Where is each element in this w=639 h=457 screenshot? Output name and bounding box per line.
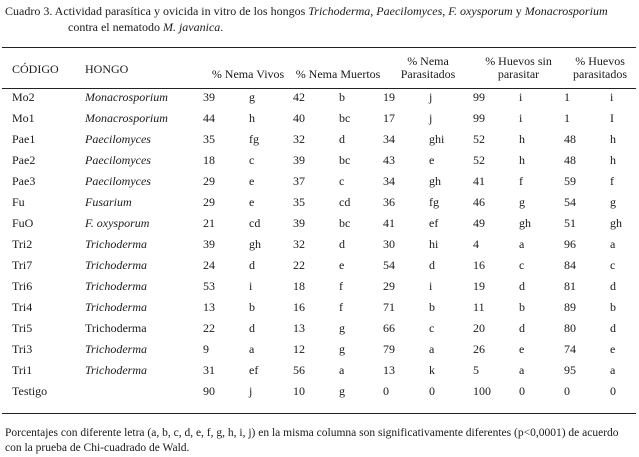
cell-huevos-parasitados-letter: b xyxy=(610,300,617,314)
cell-huevos-parasitados-value: 95 xyxy=(564,363,577,377)
cell-nema-vivos-letter: h xyxy=(249,111,255,125)
cell-hongo xyxy=(81,381,203,402)
cell-nema-vivos-letter: cd xyxy=(249,216,261,230)
cell-huevos-sin-letter: h xyxy=(519,132,526,146)
cell-huevos-sin-letter: a xyxy=(519,237,525,251)
cell-nema-parasitados-letter: k xyxy=(429,363,436,377)
cell-huevos-sin-value: 41 xyxy=(473,174,486,188)
cell-nema-vivos-value: 31 xyxy=(203,363,215,377)
cell-nema-parasitados-value: 41 xyxy=(383,216,396,230)
header-huevos-sin: % Huevos sin parasitar xyxy=(485,54,552,81)
cell-nema-vivos-value: 18 xyxy=(203,153,215,167)
cell-nema-vivos-letter: c xyxy=(249,153,255,167)
cell-huevos-parasitados-letter: gh xyxy=(610,216,623,230)
cell-codigo: Mo2 xyxy=(12,90,35,104)
cell-nema-parasitados-letter: d xyxy=(429,258,436,272)
cell-nema-vivos-value: 35 xyxy=(203,132,215,146)
cell-codigo: Tri4 xyxy=(12,300,33,314)
cell-nema-parasitados-value: 36 xyxy=(383,195,396,209)
cell-huevos-sin-letter: i xyxy=(519,90,523,104)
cell-nema-muertos-value: 35 xyxy=(293,195,306,209)
cell-codigo: Pae1 xyxy=(12,132,36,146)
cell-huevos-parasitados-value: 80 xyxy=(564,321,577,335)
cell-nema-muertos-letter: bc xyxy=(339,111,351,125)
cell-nema-muertos-letter: b xyxy=(339,90,346,104)
cell-nema-vivos-value: 39 xyxy=(203,237,215,251)
cell-nema-parasitados-letter: gh xyxy=(429,174,442,188)
cell-nema-muertos-letter: f xyxy=(339,300,344,314)
cell-huevos-sin-value: 46 xyxy=(473,195,486,209)
cell-hongo: Monacrosporium xyxy=(85,90,168,104)
cell-nema-parasitados-letter: ef xyxy=(429,216,439,230)
bottom-rule xyxy=(2,413,636,414)
cell-huevos-sin-letter: b xyxy=(519,300,526,314)
table-row xyxy=(4,360,636,381)
table-row xyxy=(4,255,636,276)
cell-nema-vivos-value: 44 xyxy=(203,111,215,125)
cell-nema-parasitados-value: 29 xyxy=(383,279,396,293)
table-body xyxy=(4,87,636,402)
cell-nema-vivos-value: 53 xyxy=(203,279,215,293)
cell-huevos-sin-letter: f xyxy=(519,174,524,188)
header-codigo: CÓDIGO xyxy=(12,62,59,76)
cell-nema-parasitados-letter: 0 xyxy=(429,384,436,398)
cell-huevos-parasitados-value: 0 xyxy=(564,384,571,398)
cell-nema-vivos-value: 22 xyxy=(203,321,215,335)
cell-huevos-sin-value: 5 xyxy=(473,363,480,377)
top-rule xyxy=(2,47,636,48)
cell-huevos-sin-letter: gh xyxy=(519,216,532,230)
cell-nema-muertos-value: 10 xyxy=(293,384,306,398)
cell-nema-parasitados-letter: ghi xyxy=(429,132,445,146)
cell-huevos-parasitados-letter: g xyxy=(610,195,617,209)
cell-nema-muertos-value: 42 xyxy=(293,90,306,104)
cell-nema-vivos-letter: a xyxy=(249,342,255,356)
cell-huevos-sin-letter: a xyxy=(519,363,525,377)
cell-nema-muertos-value: 13 xyxy=(293,321,306,335)
cell-nema-parasitados-letter: e xyxy=(429,153,435,167)
cell-nema-parasitados-value: 79 xyxy=(383,342,396,356)
cell-huevos-parasitados-value: 54 xyxy=(564,195,577,209)
cell-nema-parasitados-letter: j xyxy=(429,90,433,104)
cell-huevos-sin-value: 99 xyxy=(473,111,486,125)
cell-huevos-sin-value: 26 xyxy=(473,342,486,356)
cell-huevos-parasitados-value: 51 xyxy=(564,216,577,230)
table-row xyxy=(4,381,636,402)
table-row xyxy=(4,171,636,192)
cell-nema-vivos-letter: b xyxy=(249,300,255,314)
cell-nema-muertos-value: 40 xyxy=(293,111,306,125)
table-row xyxy=(4,192,636,213)
cell-huevos-sin-letter: h xyxy=(519,153,526,167)
cell-nema-muertos-letter: bc xyxy=(339,153,351,167)
cell-huevos-parasitados-value: 81 xyxy=(564,279,577,293)
cell-hongo: Trichoderma xyxy=(85,321,147,335)
cell-nema-vivos-value: 21 xyxy=(203,216,215,230)
cell-hongo: Trichoderma xyxy=(85,279,148,293)
cell-nema-muertos-letter: c xyxy=(339,174,345,188)
cell-hongo: F. oxysporum xyxy=(85,216,150,230)
cell-huevos-parasitados-letter: h xyxy=(610,153,617,167)
cell-huevos-sin-value: 20 xyxy=(473,321,486,335)
caption-line-1: Cuadro 3. Actividad parasítica y ovicida in vitro de los hongos Trichoderma, Paecilomyces, F. oxysporum y Monacrosporium xyxy=(5,4,608,18)
cell-nema-parasitados-value: 30 xyxy=(383,237,396,251)
cell-huevos-sin-letter: c xyxy=(519,258,525,272)
cell-nema-parasitados-value: 66 xyxy=(383,321,396,335)
cell-nema-muertos-value: 22 xyxy=(293,258,306,272)
cell-nema-parasitados-value: 0 xyxy=(383,384,390,398)
cell-nema-vivos-letter: i xyxy=(249,279,253,293)
cell-nema-muertos-letter: d xyxy=(339,237,346,251)
cell-nema-muertos-letter: g xyxy=(339,384,346,398)
cell-nema-muertos-value: 12 xyxy=(293,342,306,356)
cell-nema-parasitados-letter: b xyxy=(429,300,436,314)
header-hongo: HONGO xyxy=(85,62,129,76)
cell-huevos-sin-letter: i xyxy=(519,111,523,125)
cell-huevos-parasitados-letter: 0 xyxy=(610,384,617,398)
cell-hongo: Trichoderma xyxy=(85,237,148,251)
cell-nema-parasitados-value: 19 xyxy=(383,90,396,104)
cell-nema-parasitados-value: 71 xyxy=(383,300,396,314)
cell-huevos-parasitados-letter: a xyxy=(610,363,616,377)
cell-huevos-parasitados-letter: f xyxy=(610,174,615,188)
cell-nema-parasitados-letter: hi xyxy=(429,237,439,251)
cell-nema-muertos-value: 32 xyxy=(293,132,306,146)
cell-nema-vivos-value: 39 xyxy=(203,90,215,104)
cell-nema-vivos-letter: fg xyxy=(249,132,259,146)
cell-huevos-parasitados-value: 84 xyxy=(564,258,577,272)
cell-nema-parasitados-value: 34 xyxy=(383,132,396,146)
cell-codigo: Tri3 xyxy=(12,342,33,356)
cell-huevos-parasitados-letter: d xyxy=(610,279,617,293)
cell-nema-vivos-letter: e xyxy=(249,174,255,188)
cell-huevos-sin-value: 52 xyxy=(473,153,486,167)
table-row xyxy=(4,234,636,255)
header-muertos: % Nema Muertos xyxy=(295,67,381,81)
cell-huevos-sin-value: 11 xyxy=(473,300,485,314)
cell-nema-vivos-letter: e xyxy=(249,195,255,209)
cell-nema-parasitados-letter: i xyxy=(429,279,433,293)
cell-nema-muertos-letter: bc xyxy=(339,216,351,230)
table-row xyxy=(4,87,636,108)
cell-codigo: Tri6 xyxy=(12,279,33,293)
cell-hongo: Fusarium xyxy=(85,195,132,209)
cell-huevos-parasitados-letter: I xyxy=(610,111,615,125)
cell-huevos-parasitados-letter: e xyxy=(610,342,616,356)
cell-nema-vivos-value: 9 xyxy=(203,342,209,356)
cell-nema-parasitados-value: 13 xyxy=(383,363,396,377)
cell-nema-muertos-letter: f xyxy=(339,279,344,293)
table-row xyxy=(4,339,636,360)
cell-nema-muertos-value: 56 xyxy=(293,363,306,377)
cell-huevos-sin-value: 52 xyxy=(473,132,486,146)
cell-nema-parasitados-letter: a xyxy=(429,342,435,356)
table-row xyxy=(4,108,636,129)
table-row xyxy=(4,150,636,171)
cell-huevos-parasitados-letter: a xyxy=(610,237,616,251)
cell-nema-muertos-value: 37 xyxy=(293,174,306,188)
cell-nema-vivos-letter: gh xyxy=(249,237,261,251)
cell-huevos-sin-value: 19 xyxy=(473,279,486,293)
cell-huevos-sin-value: 16 xyxy=(473,258,486,272)
table-row xyxy=(4,276,636,297)
cell-huevos-parasitados-value: 1 xyxy=(564,111,571,125)
cell-huevos-sin-value: 100 xyxy=(473,384,492,398)
cell-nema-vivos-value: 90 xyxy=(203,384,215,398)
cell-codigo: Fu xyxy=(12,195,25,209)
cell-nema-muertos-letter: a xyxy=(339,363,345,377)
cell-hongo: Paecilomyces xyxy=(85,153,151,167)
table-caption xyxy=(5,3,635,35)
cell-nema-muertos-letter: g xyxy=(339,342,346,356)
cell-nema-muertos-value: 39 xyxy=(293,153,306,167)
cell-hongo: Trichoderma xyxy=(85,258,148,272)
cell-nema-vivos-value: 24 xyxy=(203,258,215,272)
cell-nema-muertos-letter: g xyxy=(339,321,346,335)
table-row xyxy=(4,213,636,234)
caption-line-2: contra el nematodo M. javanica. xyxy=(68,20,224,34)
results-table xyxy=(4,52,636,402)
cell-nema-muertos-letter: d xyxy=(339,132,346,146)
cell-huevos-parasitados-letter: h xyxy=(610,132,617,146)
cell-nema-parasitados-value: 17 xyxy=(383,111,396,125)
cell-codigo: Tri5 xyxy=(12,321,33,335)
cell-huevos-sin-letter: e xyxy=(519,342,525,356)
header-vivos: % Nema Vivos xyxy=(211,67,285,81)
cell-hongo: Trichoderma xyxy=(85,342,148,356)
cell-nema-vivos-value: 13 xyxy=(203,300,215,314)
cell-nema-muertos-letter: e xyxy=(339,258,345,272)
cell-huevos-parasitados-letter: c xyxy=(610,258,616,272)
cell-huevos-parasitados-value: 74 xyxy=(564,342,577,356)
cell-hongo: Trichoderma xyxy=(85,363,148,377)
cell-huevos-parasitados-value: 96 xyxy=(564,237,577,251)
header-row xyxy=(4,52,636,87)
header-huevos-parasitados: % Huevos parasitados xyxy=(573,54,628,81)
cell-nema-vivos-value: 29 xyxy=(203,174,215,188)
cell-nema-parasitados-value: 43 xyxy=(383,153,396,167)
cell-codigo: Tri1 xyxy=(12,363,33,377)
cell-huevos-parasitados-value: 48 xyxy=(564,153,577,167)
cell-nema-muertos-value: 39 xyxy=(293,216,306,230)
cell-nema-parasitados-letter: j xyxy=(429,111,433,125)
cell-nema-muertos-value: 16 xyxy=(293,300,306,314)
cell-hongo: Monacrosporium xyxy=(85,111,168,125)
cell-hongo: Paecilomyces xyxy=(85,132,151,146)
header-parasitados: % Nema Parasitados xyxy=(400,54,456,81)
cell-codigo: Mo1 xyxy=(12,111,35,125)
cell-huevos-sin-value: 99 xyxy=(473,90,486,104)
cell-huevos-sin-value: 4 xyxy=(473,237,480,251)
cell-huevos-parasitados-value: 48 xyxy=(564,132,577,146)
cell-nema-vivos-value: 29 xyxy=(203,195,215,209)
cell-huevos-sin-value: 49 xyxy=(473,216,486,230)
cell-nema-vivos-letter: d xyxy=(249,321,255,335)
cell-nema-vivos-letter: j xyxy=(249,384,253,398)
cell-nema-muertos-letter: cd xyxy=(339,195,351,209)
cell-huevos-sin-letter: g xyxy=(519,195,526,209)
cell-nema-vivos-letter: g xyxy=(249,90,255,104)
cell-nema-parasitados-value: 34 xyxy=(383,174,396,188)
cell-huevos-parasitados-letter: i xyxy=(610,90,614,104)
cell-nema-parasitados-value: 54 xyxy=(383,258,396,272)
cell-huevos-parasitados-letter: d xyxy=(610,321,617,335)
cell-codigo: Pae2 xyxy=(12,153,36,167)
cell-codigo: Tri2 xyxy=(12,237,33,251)
table-row xyxy=(4,129,636,150)
cell-nema-parasitados-letter: c xyxy=(429,321,435,335)
cell-huevos-sin-letter: 0 xyxy=(519,384,526,398)
cell-nema-muertos-value: 32 xyxy=(293,237,306,251)
cell-huevos-parasitados-value: 1 xyxy=(564,90,571,104)
table-row xyxy=(4,297,636,318)
cell-codigo: Pae3 xyxy=(12,174,36,188)
cell-codigo: Testigo xyxy=(12,384,48,398)
cell-huevos-parasitados-value: 89 xyxy=(564,300,577,314)
cell-nema-parasitados-letter: fg xyxy=(429,195,440,209)
cell-huevos-sin-letter: d xyxy=(519,279,526,293)
cell-nema-muertos-value: 18 xyxy=(293,279,306,293)
cell-huevos-parasitados-value: 59 xyxy=(564,174,577,188)
cell-codigo: FuO xyxy=(12,216,34,230)
cell-codigo: Tri7 xyxy=(12,258,33,272)
cell-huevos-sin-letter: d xyxy=(519,321,526,335)
cell-hongo: Paecilomyces xyxy=(85,174,151,188)
cell-hongo: Trichoderma xyxy=(85,300,148,314)
cell-nema-vivos-letter: ef xyxy=(249,363,259,377)
cell-nema-vivos-letter: d xyxy=(249,258,255,272)
table-row xyxy=(4,318,636,339)
footnote: Porcentajes con diferente letra (a, b, c, d, e, f, g, h, i, j) en la misma columna son significativamente diferentes (p<0,0001) de acuerdo con la prueba de Chi-cuadrado de Wald. xyxy=(5,427,619,454)
